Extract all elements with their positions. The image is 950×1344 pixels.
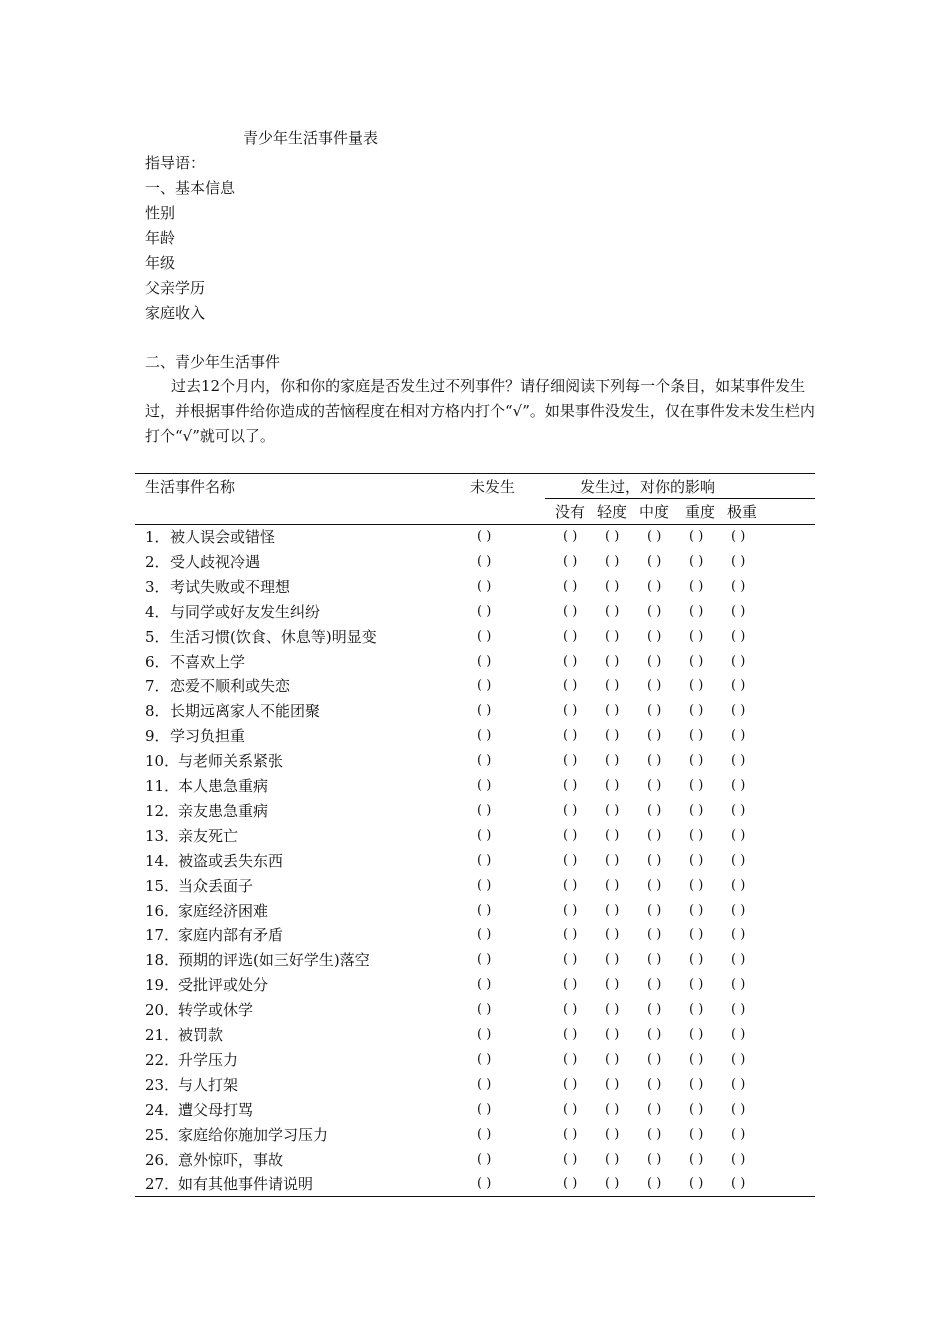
- checkbox-extreme[interactable]: ( ): [731, 703, 746, 719]
- checkbox-severe[interactable]: ( ): [689, 529, 704, 544]
- checkbox-not-happened[interactable]: ( ): [477, 529, 492, 544]
- checkbox-mild[interactable]: ( ): [605, 1101, 620, 1117]
- checkbox-moderate[interactable]: ( ): [647, 1051, 662, 1067]
- table-row: [135, 799, 815, 824]
- checkbox-moderate[interactable]: ( ): [647, 952, 662, 968]
- checkbox-not-happened[interactable]: ( ): [477, 603, 492, 619]
- table-row: [135, 575, 815, 600]
- table-row: [135, 1148, 815, 1173]
- event-number: 8．: [145, 702, 170, 721]
- event-number: 7．: [145, 677, 170, 696]
- checkbox-not-happened[interactable]: ( ): [477, 703, 492, 719]
- event-name: 意外惊吓，事故: [178, 1150, 284, 1169]
- field-age: 年龄: [145, 229, 176, 247]
- table-row: [135, 998, 815, 1023]
- section2-heading: 二、青少年生活事件: [145, 353, 281, 371]
- checkbox-severe[interactable]: ( ): [689, 1176, 704, 1192]
- event-number: 26．: [145, 1150, 180, 1169]
- event-number: 15．: [145, 876, 180, 895]
- checkbox-none[interactable]: ( ): [563, 1151, 578, 1167]
- header-level-mild: 轻度: [597, 503, 628, 521]
- event-number: 11．: [145, 777, 180, 795]
- checkbox-mild[interactable]: ( ): [605, 902, 620, 918]
- checkbox-moderate[interactable]: ( ): [647, 778, 662, 793]
- table-row: [135, 600, 815, 625]
- checkbox-none[interactable]: ( ): [563, 1027, 578, 1042]
- field-gender: 性别: [145, 204, 176, 222]
- checkbox-mild[interactable]: ( ): [605, 553, 620, 569]
- event-number: 2．: [145, 552, 170, 571]
- checkbox-none[interactable]: ( ): [563, 728, 578, 744]
- event-number: 19．: [145, 976, 180, 995]
- checkbox-extreme[interactable]: ( ): [731, 678, 746, 694]
- event-number: 27．: [145, 1175, 180, 1194]
- checkbox-none[interactable]: ( ): [563, 628, 578, 644]
- event-number: 4．: [145, 602, 170, 621]
- checkbox-none[interactable]: ( ): [563, 553, 578, 569]
- event-name: 家庭内部有矛盾: [178, 926, 284, 945]
- checkbox-moderate[interactable]: ( ): [647, 1076, 662, 1092]
- event-number: 20．: [145, 1001, 180, 1020]
- instruction-label: 指导语：: [145, 154, 206, 172]
- checkbox-none[interactable]: ( ): [563, 653, 578, 669]
- checkbox-not-happened[interactable]: ( ): [477, 778, 492, 793]
- checkbox-none[interactable]: ( ): [563, 753, 578, 769]
- checkbox-severe[interactable]: ( ): [689, 902, 704, 918]
- checkbox-extreme[interactable]: ( ): [731, 1027, 746, 1042]
- checkbox-severe[interactable]: ( ): [689, 927, 704, 943]
- event-name: 不喜欢上学: [170, 652, 246, 671]
- event-name: 生活习惯(饮食、休息等)明显变: [170, 627, 377, 646]
- checkbox-not-happened[interactable]: ( ): [477, 728, 492, 744]
- table-row: [135, 724, 815, 749]
- checkbox-none[interactable]: ( ): [563, 827, 578, 843]
- checkbox-moderate[interactable]: ( ): [647, 678, 662, 694]
- checkbox-moderate[interactable]: ( ): [647, 553, 662, 569]
- checkbox-extreme[interactable]: ( ): [731, 1101, 746, 1117]
- event-number: 24．: [145, 1100, 180, 1119]
- checkbox-not-happened[interactable]: ( ): [477, 753, 492, 769]
- event-number: 9．: [145, 727, 170, 746]
- checkbox-none[interactable]: ( ): [563, 927, 578, 943]
- checkbox-mild[interactable]: ( ): [605, 1126, 620, 1142]
- checkbox-severe[interactable]: ( ): [689, 1002, 704, 1018]
- header-level-moderate: 中度: [639, 503, 670, 521]
- checkbox-not-happened[interactable]: ( ): [477, 802, 492, 818]
- table-row: [135, 824, 815, 849]
- checkbox-severe[interactable]: ( ): [689, 753, 704, 769]
- event-name: 升学压力: [178, 1050, 239, 1069]
- checkbox-extreme[interactable]: ( ): [731, 1076, 746, 1092]
- checkbox-severe[interactable]: ( ): [689, 952, 704, 968]
- event-number: 14．: [145, 851, 180, 870]
- checkbox-moderate[interactable]: ( ): [647, 728, 662, 744]
- checkbox-not-happened[interactable]: ( ): [477, 628, 492, 644]
- checkbox-extreme[interactable]: ( ): [731, 877, 746, 893]
- checkbox-not-happened[interactable]: ( ): [477, 952, 492, 968]
- checkbox-none[interactable]: ( ): [563, 1176, 578, 1192]
- checkbox-extreme[interactable]: ( ): [731, 1051, 746, 1067]
- event-name: 恋爱不顺利或失恋: [170, 677, 291, 696]
- event-name: 与人打架: [178, 1075, 239, 1094]
- life-events-table: [135, 473, 815, 1197]
- checkbox-extreme[interactable]: ( ): [731, 1151, 746, 1167]
- checkbox-not-happened[interactable]: ( ): [477, 1126, 492, 1142]
- checkbox-mild[interactable]: ( ): [605, 927, 620, 943]
- table-top-rule: [135, 473, 815, 474]
- checkbox-severe[interactable]: ( ): [689, 778, 704, 793]
- event-number: 6．: [145, 652, 170, 671]
- event-number: 1．: [145, 528, 170, 546]
- checkbox-extreme[interactable]: ( ): [731, 952, 746, 968]
- table-row: [135, 1023, 815, 1048]
- checkbox-severe[interactable]: ( ): [689, 1051, 704, 1067]
- checkbox-extreme[interactable]: ( ): [731, 827, 746, 843]
- checkbox-severe[interactable]: ( ): [689, 877, 704, 893]
- checkbox-not-happened[interactable]: ( ): [477, 852, 492, 868]
- checkbox-moderate[interactable]: ( ): [647, 703, 662, 719]
- event-name: 考试失败或不理想: [170, 577, 291, 596]
- checkbox-severe[interactable]: ( ): [689, 1101, 704, 1117]
- table-row: [135, 948, 815, 973]
- event-number: 23．: [145, 1075, 180, 1094]
- checkbox-moderate[interactable]: ( ): [647, 927, 662, 943]
- checkbox-severe[interactable]: ( ): [689, 728, 704, 744]
- event-name: 与老师关系紧张: [178, 752, 284, 771]
- checkbox-severe[interactable]: ( ): [689, 553, 704, 569]
- table-bottom-rule: [135, 1196, 815, 1197]
- checkbox-severe[interactable]: ( ): [689, 977, 704, 993]
- checkbox-moderate[interactable]: ( ): [647, 827, 662, 843]
- checkbox-extreme[interactable]: ( ): [731, 628, 746, 644]
- event-number: 22．: [145, 1050, 180, 1069]
- checkbox-moderate[interactable]: ( ): [647, 977, 662, 993]
- checkbox-severe[interactable]: ( ): [689, 827, 704, 843]
- checkbox-mild[interactable]: ( ): [605, 628, 620, 644]
- checkbox-none[interactable]: ( ): [563, 852, 578, 868]
- checkbox-extreme[interactable]: ( ): [731, 1126, 746, 1142]
- table-row: [135, 874, 815, 899]
- checkbox-moderate[interactable]: ( ): [647, 902, 662, 918]
- event-name: 家庭给你施加学习压力: [178, 1125, 329, 1144]
- checkbox-none[interactable]: ( ): [563, 703, 578, 719]
- section1-heading: 一、基本信息: [145, 179, 236, 197]
- checkbox-severe[interactable]: ( ): [689, 1126, 704, 1142]
- section2-paragraph: 过去12个月内，你和你的家庭是否发生过不列事件？请仔细阅读下列每一个条目，如某事件发生过，并根据事件给你造成的苦恼程度在相对方格内打个“√”。如果事件没发生，仅在事件发未发生栏内打个“√”就可以了。: [145, 377, 815, 445]
- checkbox-none[interactable]: ( ): [563, 529, 578, 544]
- header-level-severe: 重度: [685, 503, 716, 521]
- checkbox-none[interactable]: ( ): [563, 952, 578, 968]
- checkbox-moderate[interactable]: ( ): [647, 1101, 662, 1117]
- table-row: [135, 1098, 815, 1123]
- checkbox-extreme[interactable]: ( ): [731, 553, 746, 569]
- header-event-name: 生活事件名称: [145, 478, 236, 496]
- checkbox-not-happened[interactable]: ( ): [477, 1101, 492, 1117]
- event-name: 被盗或丢失东西: [178, 851, 284, 870]
- checkbox-none[interactable]: ( ): [563, 678, 578, 694]
- checkbox-severe[interactable]: ( ): [689, 1076, 704, 1092]
- checkbox-severe[interactable]: ( ): [689, 1027, 704, 1042]
- checkbox-not-happened[interactable]: ( ): [477, 877, 492, 893]
- event-name: 与同学或好友发生纠纷: [170, 602, 321, 621]
- event-number: 16．: [145, 901, 180, 920]
- checkbox-mild[interactable]: ( ): [605, 578, 620, 594]
- checkbox-extreme[interactable]: ( ): [731, 529, 746, 544]
- event-number: 5．: [145, 627, 170, 646]
- event-number: 25．: [145, 1125, 180, 1144]
- checkbox-mild[interactable]: ( ): [605, 703, 620, 719]
- table-row: [135, 699, 815, 724]
- event-name: 当众丢面子: [178, 876, 254, 895]
- table-row: [135, 1172, 815, 1197]
- checkbox-not-happened[interactable]: ( ): [477, 977, 492, 993]
- checkbox-severe[interactable]: ( ): [689, 1151, 704, 1167]
- checkbox-moderate[interactable]: ( ): [647, 1027, 662, 1042]
- checkbox-mild[interactable]: ( ): [605, 653, 620, 669]
- checkbox-none[interactable]: ( ): [563, 1076, 578, 1092]
- checkbox-mild[interactable]: ( ): [605, 952, 620, 968]
- checkbox-severe[interactable]: ( ): [689, 578, 704, 594]
- table-row: [135, 849, 815, 874]
- checkbox-not-happened[interactable]: ( ): [477, 1002, 492, 1018]
- checkbox-extreme[interactable]: ( ): [731, 603, 746, 619]
- checkbox-none[interactable]: ( ): [563, 902, 578, 918]
- checkbox-mild[interactable]: ( ): [605, 778, 620, 793]
- table-row: [135, 899, 815, 924]
- page-title: 青少年生活事件量表: [243, 129, 379, 147]
- checkbox-extreme[interactable]: ( ): [731, 1002, 746, 1018]
- checkbox-severe[interactable]: ( ): [689, 628, 704, 644]
- event-name: 长期远离家人不能团聚: [170, 702, 321, 721]
- table-row: [135, 1048, 815, 1073]
- event-name: 受批评或处分: [178, 976, 269, 995]
- checkbox-severe[interactable]: ( ): [689, 653, 704, 669]
- table-row: [135, 923, 815, 948]
- checkbox-mild[interactable]: ( ): [605, 728, 620, 744]
- event-name: 受人歧视冷遇: [170, 552, 261, 571]
- checkbox-extreme[interactable]: ( ): [731, 802, 746, 818]
- checkbox-not-happened[interactable]: ( ): [477, 1151, 492, 1167]
- event-name: 预期的评选(如三好学生)落空: [178, 951, 370, 970]
- checkbox-severe[interactable]: ( ): [689, 603, 704, 619]
- checkbox-not-happened[interactable]: ( ): [477, 1176, 492, 1192]
- checkbox-moderate[interactable]: ( ): [647, 1002, 662, 1018]
- checkbox-none[interactable]: ( ): [563, 1002, 578, 1018]
- checkbox-none[interactable]: ( ): [563, 1051, 578, 1067]
- checkbox-mild[interactable]: ( ): [605, 1076, 620, 1092]
- checkbox-not-happened[interactable]: ( ): [477, 827, 492, 843]
- checkbox-severe[interactable]: ( ): [689, 852, 704, 868]
- table-row: [135, 550, 815, 575]
- event-number: 10．: [145, 752, 180, 771]
- checkbox-moderate[interactable]: ( ): [647, 1176, 662, 1192]
- checkbox-none[interactable]: ( ): [563, 1101, 578, 1117]
- checkbox-mild[interactable]: ( ): [605, 977, 620, 993]
- checkbox-moderate[interactable]: ( ): [647, 1151, 662, 1167]
- event-name: 本人患急重病: [178, 777, 269, 795]
- checkbox-none[interactable]: ( ): [563, 603, 578, 619]
- checkbox-extreme[interactable]: ( ): [731, 1176, 746, 1192]
- checkbox-extreme[interactable]: ( ): [731, 653, 746, 669]
- checkbox-not-happened[interactable]: ( ): [477, 1027, 492, 1042]
- checkbox-extreme[interactable]: ( ): [731, 728, 746, 744]
- event-name: 转学或休学: [178, 1001, 254, 1020]
- checkbox-extreme[interactable]: ( ): [731, 977, 746, 993]
- checkbox-moderate[interactable]: ( ): [647, 753, 662, 769]
- checkbox-mild[interactable]: ( ): [605, 1051, 620, 1067]
- checkbox-extreme[interactable]: ( ): [731, 778, 746, 793]
- table-row: [135, 774, 815, 799]
- checkbox-not-happened[interactable]: ( ): [477, 1076, 492, 1092]
- event-name: 被人误会或错怪: [170, 528, 276, 546]
- event-name: 亲友死亡: [178, 826, 239, 845]
- checkbox-mild[interactable]: ( ): [605, 877, 620, 893]
- event-name: 如有其他事件请说明: [178, 1175, 314, 1194]
- table-row: [135, 625, 815, 650]
- checkbox-none[interactable]: ( ): [563, 877, 578, 893]
- checkbox-extreme[interactable]: ( ): [731, 852, 746, 868]
- checkbox-not-happened[interactable]: ( ): [477, 927, 492, 943]
- field-father-education: 父亲学历: [145, 279, 206, 297]
- event-number: 3．: [145, 577, 170, 596]
- checkbox-not-happened[interactable]: ( ): [477, 653, 492, 669]
- checkbox-mild[interactable]: ( ): [605, 678, 620, 694]
- checkbox-mild[interactable]: ( ): [605, 1176, 620, 1192]
- event-number: 12．: [145, 801, 180, 820]
- checkbox-extreme[interactable]: ( ): [731, 753, 746, 769]
- table-row: [135, 525, 815, 550]
- table-row: [135, 650, 815, 675]
- table-row: [135, 1123, 815, 1148]
- checkbox-mild[interactable]: ( ): [605, 852, 620, 868]
- event-number: 18．: [145, 951, 180, 970]
- checkbox-mild[interactable]: ( ): [605, 529, 620, 544]
- event-name: 学习负担重: [170, 727, 246, 746]
- table-row: [135, 749, 815, 774]
- checkbox-extreme[interactable]: ( ): [731, 578, 746, 594]
- event-name: 遭父母打骂: [178, 1100, 254, 1119]
- checkbox-none[interactable]: ( ): [563, 977, 578, 993]
- checkbox-none[interactable]: ( ): [563, 578, 578, 594]
- checkbox-not-happened[interactable]: ( ): [477, 902, 492, 918]
- event-name: 家庭经济困难: [178, 901, 269, 920]
- field-family-income: 家庭收入: [145, 304, 206, 322]
- checkbox-none[interactable]: ( ): [563, 802, 578, 818]
- checkbox-moderate[interactable]: ( ): [647, 653, 662, 669]
- event-name: 被罚款: [178, 1026, 224, 1044]
- event-number: 13．: [145, 826, 180, 845]
- table-row: [135, 973, 815, 998]
- header-level-extreme: 极重: [727, 503, 758, 521]
- checkbox-moderate[interactable]: ( ): [647, 877, 662, 893]
- checkbox-severe[interactable]: ( ): [689, 802, 704, 818]
- event-number: 21．: [145, 1026, 180, 1044]
- table-row: [135, 1073, 815, 1098]
- checkbox-not-happened[interactable]: ( ): [477, 578, 492, 594]
- checkbox-not-happened[interactable]: ( ): [477, 1051, 492, 1067]
- checkbox-extreme[interactable]: ( ): [731, 927, 746, 943]
- header-not-happened: 未发生: [470, 478, 516, 496]
- checkbox-not-happened[interactable]: ( ): [477, 678, 492, 694]
- checkbox-moderate[interactable]: ( ): [647, 603, 662, 619]
- checkbox-extreme[interactable]: ( ): [731, 902, 746, 918]
- checkbox-moderate[interactable]: ( ): [647, 529, 662, 544]
- header-happened: 发生过，对你的影响: [580, 478, 716, 496]
- checkbox-moderate[interactable]: ( ): [647, 628, 662, 644]
- field-grade: 年级: [145, 254, 176, 272]
- checkbox-mild[interactable]: ( ): [605, 1002, 620, 1018]
- checkbox-moderate[interactable]: ( ): [647, 1126, 662, 1142]
- checkbox-severe[interactable]: ( ): [689, 703, 704, 719]
- header-level-none: 没有: [555, 503, 586, 521]
- checkbox-mild[interactable]: ( ): [605, 827, 620, 843]
- checkbox-none[interactable]: ( ): [563, 778, 578, 793]
- event-number: 17．: [145, 926, 180, 945]
- checkbox-moderate[interactable]: ( ): [647, 802, 662, 818]
- table-row: [135, 674, 815, 699]
- header-sub-rule: [545, 498, 815, 499]
- checkbox-severe[interactable]: ( ): [689, 678, 704, 694]
- checkbox-moderate[interactable]: ( ): [647, 578, 662, 594]
- checkbox-mild[interactable]: ( ): [605, 753, 620, 769]
- checkbox-mild[interactable]: ( ): [605, 603, 620, 619]
- checkbox-not-happened[interactable]: ( ): [477, 553, 492, 569]
- checkbox-none[interactable]: ( ): [563, 1126, 578, 1142]
- checkbox-mild[interactable]: ( ): [605, 1151, 620, 1167]
- event-name: 亲友患急重病: [178, 801, 269, 820]
- checkbox-mild[interactable]: ( ): [605, 1027, 620, 1042]
- checkbox-mild[interactable]: ( ): [605, 802, 620, 818]
- checkbox-moderate[interactable]: ( ): [647, 852, 662, 868]
